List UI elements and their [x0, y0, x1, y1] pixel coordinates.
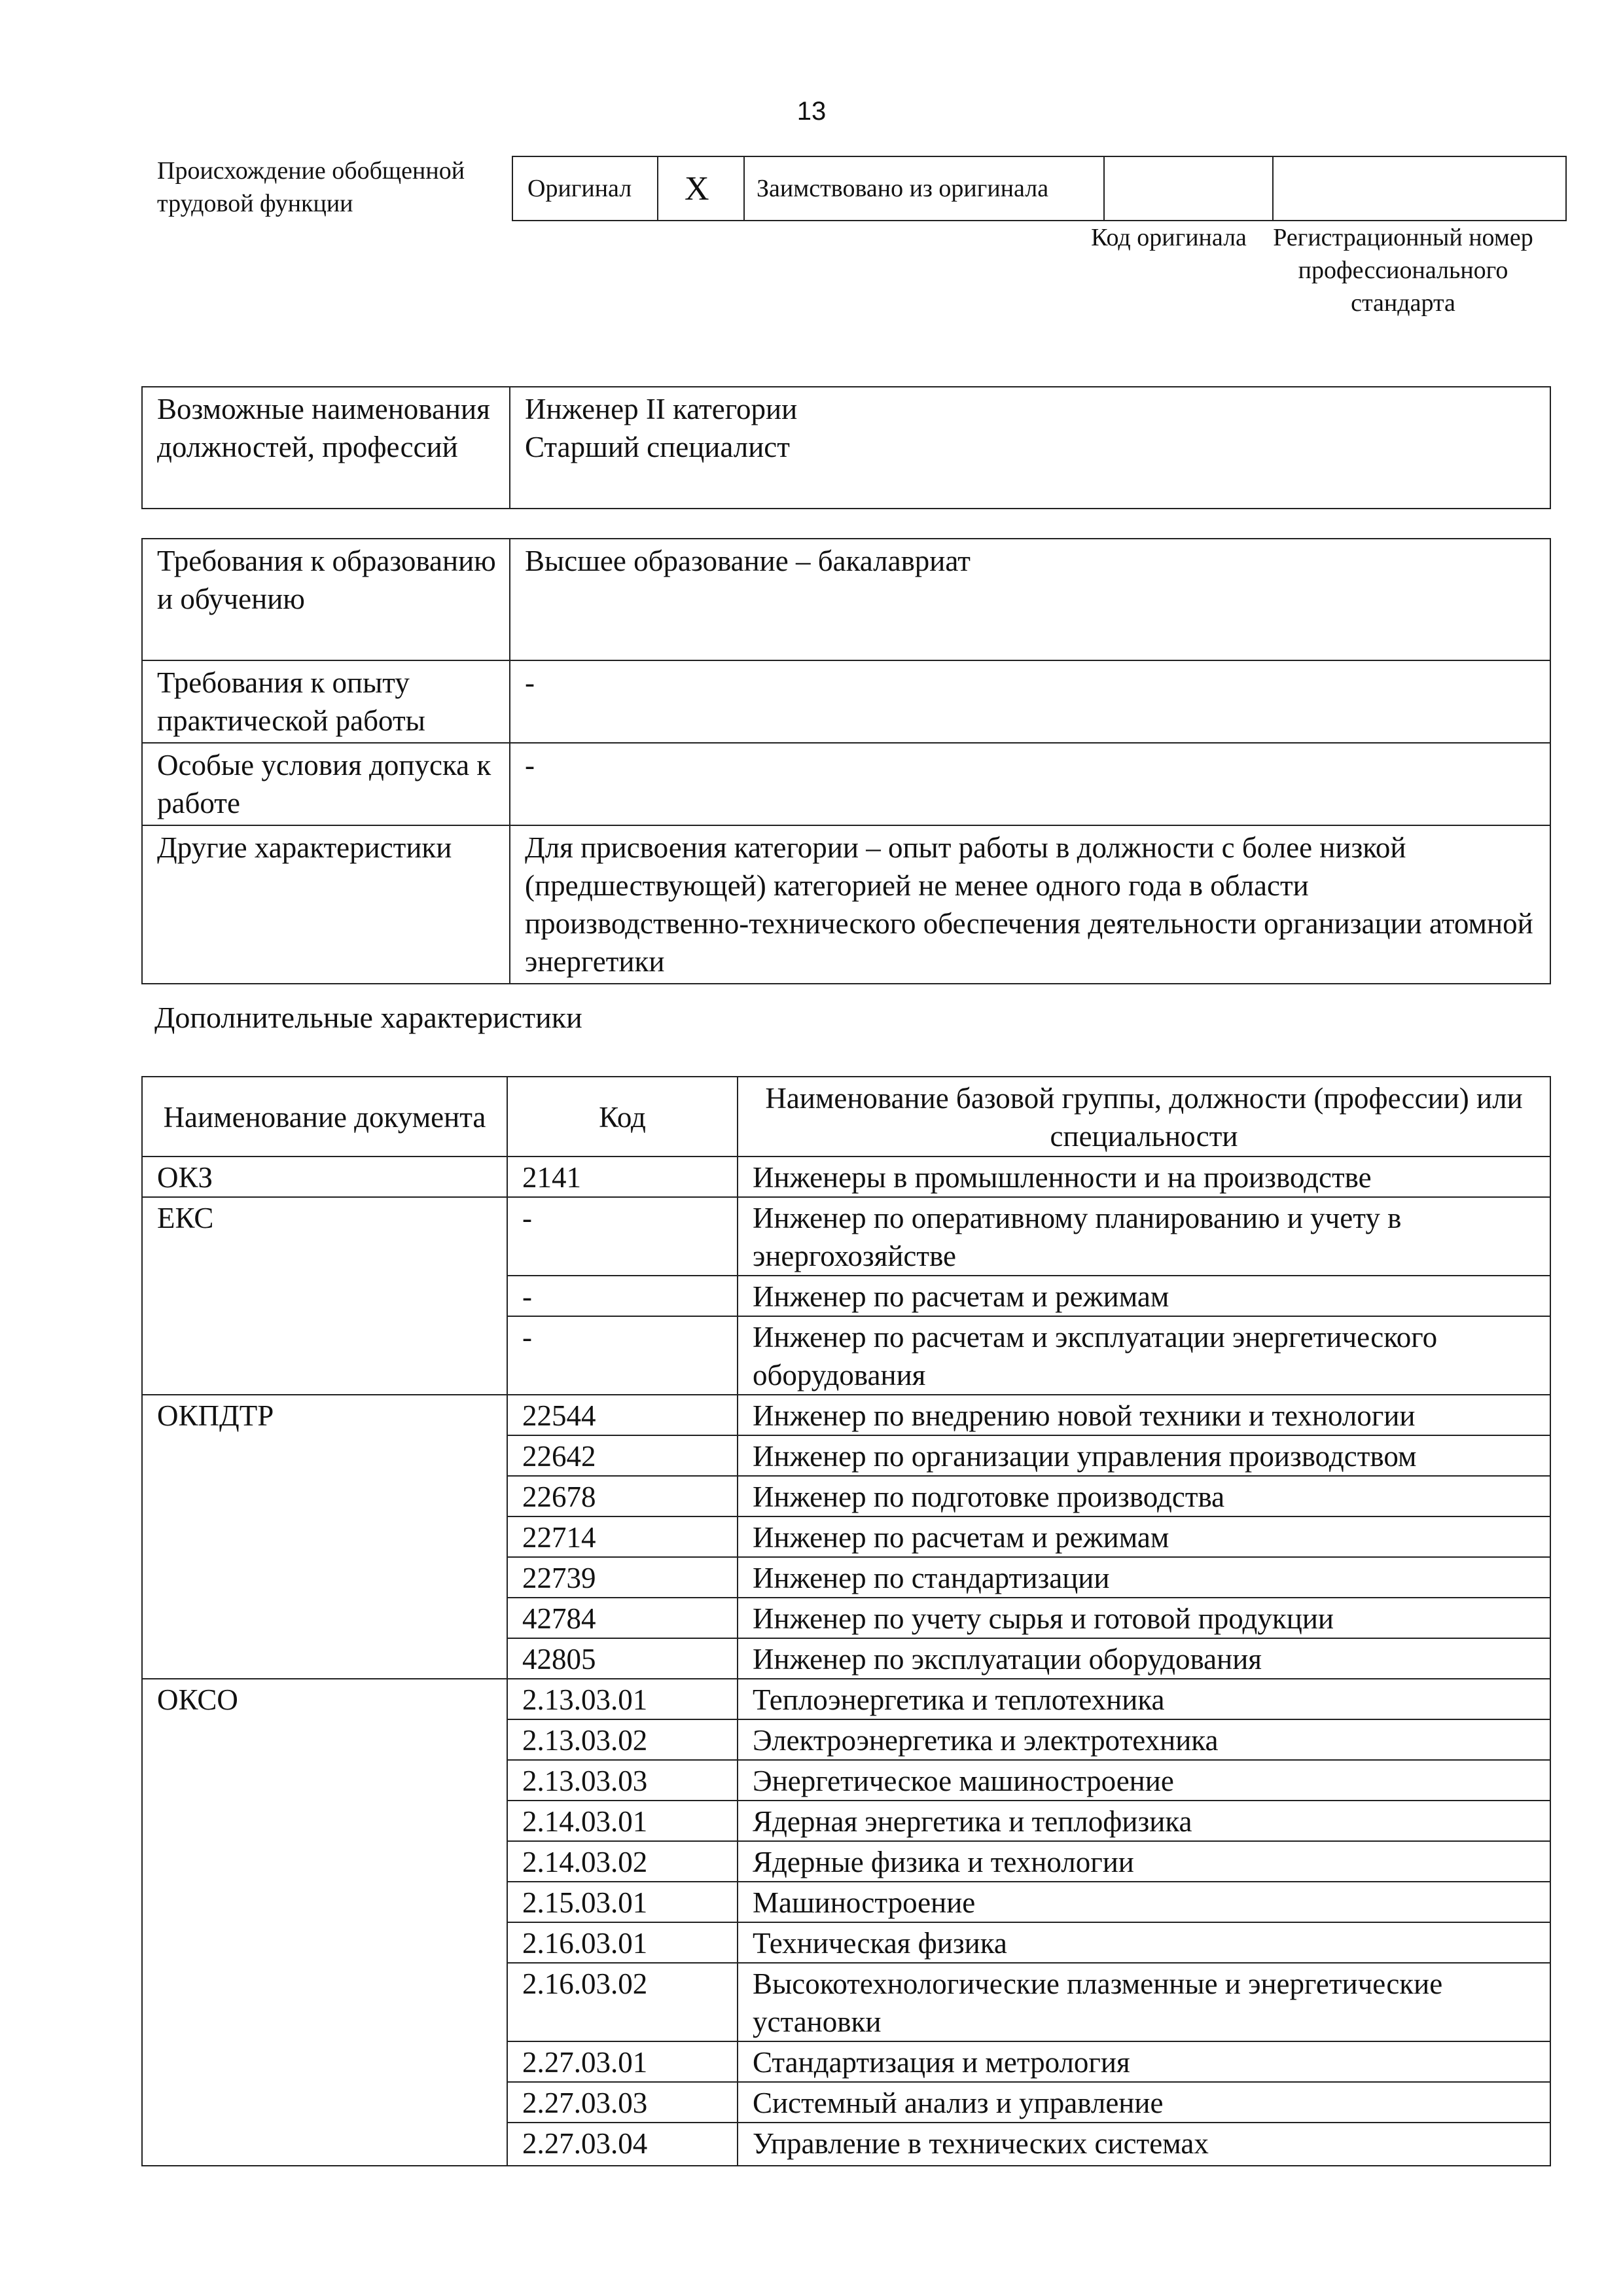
requirement-label: Требования к опыту практической работы [142, 660, 510, 743]
code-cell: 2.13.03.02 [507, 1719, 738, 1760]
doc-cell: ЕКС [142, 1197, 507, 1395]
requirement-value: Высшее образование – бакалавриат [510, 539, 1550, 660]
name-cell: Инженер по внедрению новой техники и технологии [738, 1395, 1550, 1435]
name-cell: Высокотехнологические плазменные и энергетические установки [738, 1963, 1550, 2041]
name-cell: Инженер по организации управления производством [738, 1435, 1550, 1476]
name-cell: Инженер по учету сырья и готовой продукции [738, 1598, 1550, 1638]
name-cell: Техническая физика [738, 1922, 1550, 1963]
requirement-value: - [510, 743, 1550, 825]
requirement-label: Требования к образованию и обучению [142, 539, 510, 660]
name-cell: Управление в технических системах [738, 2123, 1550, 2166]
table-row [142, 1197, 1550, 1276]
name-cell: Инженер по расчетам и режимам [738, 1276, 1550, 1316]
registration-caption: Регистрационный номер профессионального стандарта [1273, 224, 1533, 317]
name-cell: Ядерные физика и технологии [738, 1841, 1550, 1882]
code-cell: 22714 [507, 1516, 738, 1557]
original-mark-cell [658, 156, 744, 221]
name-cell: Инженер по оперативному планированию и учету в энергохозяйстве [738, 1197, 1550, 1276]
position-item: Инженер II категории [525, 393, 798, 425]
code-cell: 2.16.03.02 [507, 1963, 738, 2041]
name-cell: Инженер по эксплуатации оборудования [738, 1638, 1550, 1679]
name-cell: Стандартизация и метрология [738, 2041, 1550, 2082]
doc-cell: ОКЗ [142, 1157, 507, 1197]
code-cell: 2.14.03.01 [507, 1801, 738, 1841]
name-cell: Инженеры в промышленности и на производстве [738, 1157, 1550, 1197]
code-cell: 2.15.03.01 [507, 1882, 738, 1922]
name-cell: Системный анализ и управление [738, 2082, 1550, 2123]
table-row [142, 1395, 1550, 1435]
original-mark: X [685, 170, 709, 207]
origin-label: Происхождение обобщенной трудовой функции [157, 157, 465, 217]
positions-label: Возможные наименования должностей, профессий [142, 387, 510, 509]
origin-table [512, 156, 1567, 221]
name-cell: Ядерная энергетика и теплофизика [738, 1801, 1550, 1841]
original-label-cell: Оригинал [512, 156, 658, 221]
code-cell: 2.27.03.04 [507, 2123, 738, 2166]
table-row [142, 1679, 1550, 1719]
original-code-cell [1104, 156, 1273, 221]
page-number: 13 [796, 97, 827, 126]
code-cell: 2.27.03.01 [507, 2041, 738, 2082]
code-cell: 2.13.03.03 [507, 1760, 738, 1801]
registration-number-cell [1273, 156, 1566, 221]
code-cell: 2.14.03.02 [507, 1841, 738, 1882]
header-name: Наименование базовой группы, должности (профессии) или специальности [738, 1077, 1550, 1157]
code-cell: 22642 [507, 1435, 738, 1476]
requirements-table [141, 538, 1551, 984]
doc-cell: ОКПДТР [142, 1395, 507, 1679]
positions-values [510, 387, 1550, 509]
code-caption: Код оригинала [1091, 224, 1247, 251]
name-cell: Электроэнергетика и электротехника [738, 1719, 1550, 1760]
name-cell: Машиностроение [738, 1882, 1550, 1922]
name-cell: Энергетическое машиностроение [738, 1760, 1550, 1801]
positions-table [141, 386, 1551, 509]
code-cell: 42784 [507, 1598, 738, 1638]
borrowed-label-cell: Заимствовано из оригинала [744, 156, 1104, 221]
doc-cell: ОКСО [142, 1679, 507, 2166]
code-cell: - [507, 1197, 738, 1276]
code-cell: 2.27.03.03 [507, 2082, 738, 2123]
code-cell: 2.16.03.01 [507, 1922, 738, 1963]
code-cell: 2141 [507, 1157, 738, 1197]
name-cell: Инженер по подготовке производства [738, 1476, 1550, 1516]
code-cell: 22678 [507, 1476, 738, 1516]
additional-table [141, 1076, 1551, 2166]
code-cell: - [507, 1276, 738, 1316]
code-cell: - [507, 1316, 738, 1395]
header-document: Наименование документа [142, 1077, 507, 1157]
section-title: Дополнительные характеристики [154, 1001, 582, 1034]
code-cell: 42805 [507, 1638, 738, 1679]
name-cell: Инженер по расчетам и режимам [738, 1516, 1550, 1557]
requirement-value: Для присвоения категории – опыт работы в должности с более низкой (предшествующей) категорией не менее одного года в области производственно-технического обеспечения деятельности организации атомной энергетики [510, 825, 1550, 984]
code-cell: 22544 [507, 1395, 738, 1435]
requirement-label: Другие характеристики [142, 825, 510, 984]
name-cell: Теплоэнергетика и теплотехника [738, 1679, 1550, 1719]
name-cell: Инженер по расчетам и эксплуатации энергетического оборудования [738, 1316, 1550, 1395]
name-cell: Инженер по стандартизации [738, 1557, 1550, 1598]
code-cell: 2.13.03.01 [507, 1679, 738, 1719]
requirement-value: - [510, 660, 1550, 743]
table-row [142, 1157, 1550, 1197]
code-cell: 22739 [507, 1557, 738, 1598]
requirement-label: Особые условия допуска к работе [142, 743, 510, 825]
header-code: Код [507, 1077, 738, 1157]
position-item: Старший специалист [525, 431, 790, 463]
